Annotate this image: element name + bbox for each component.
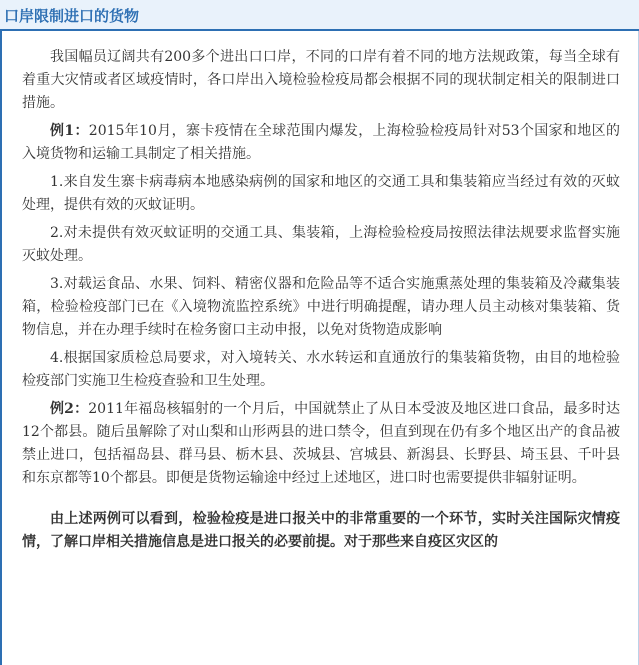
section-header <box>0 0 639 31</box>
measure-2: 2.对未提供有效灭蚊证明的交通工具、集装箱，上海检验检疫局按照法律法规要求监督实施灭蚊处理。 <box>22 225 620 264</box>
conclusion-paragraph: 由上述两例可以看到，检验检疫是进口报关中的非常重要的一个环节，实时关注国际灾情疫情，了解口岸相关措施信息是进口报关的必要前提。对于那些来自疫区灾区的 <box>22 511 620 550</box>
measure-3: 3.对载运食品、水果、饲料、精密仪器和危险品等不适合实施熏蒸处理的集装箱及冷藏集装箱，检验检疫部门已在《入境物流监控系统》中进行明确提醒，请办理人员主动核对集装箱、货物信息，并在办理手续时在检务窗口主动申报，以免对货物造成影响 <box>22 276 620 338</box>
example-1-text: 2015年10月，寨卡疫情在全球范围内爆发，上海检验检疫局针对53个国家和地区的入境货物和运输工具制定了相关措施。 <box>22 123 620 162</box>
measure-4: 4.根据国家质检总局要求，对入境转关、水水转运和直通放行的集装箱货物，由目的地检验检疫部门实施卫生检疫查验和卫生处理。 <box>22 350 620 389</box>
example-2-text: 2011年福岛核辐射的一个月后，中国就禁止了从日本受波及地区进口食品，最多时达12个都县。随后虽解除了对山梨和山形两县的进口禁令，但直到现在仍有多个地区出产的食品被禁止进口，包括福岛县、群马县、栃木县、茨城县、宫城县、新潟县、长野县、埼玉县、千叶县和东京都等10个都县。即便是货物运输途中经过上述地区，进口时也需要提供非辐射证明。 <box>22 401 620 486</box>
example-1-label: 例1： <box>50 123 89 139</box>
example-2-label: 例2： <box>50 401 89 417</box>
measure-1: 1.来自发生寨卡病毒病本地感染病例的国家和地区的交通工具和集装箱应当经过有效的灭蚊处理，提供有效的灭蚊证明。 <box>22 174 620 213</box>
intro-paragraph: 我国幅员辽阔共有200多个进出口口岸，不同的口岸有着不同的地方法规政策，每当全球有着重大灾情或者区域疫情时，各口岸出入境检验检疫局都会根据不同的现状制定相关的限制进口措施。 <box>22 49 620 111</box>
example-2-paragraph <box>22 398 620 490</box>
section-title: 口岸限制进口的货物 <box>4 7 140 25</box>
article-body <box>22 46 620 554</box>
example-1-paragraph <box>22 120 620 166</box>
